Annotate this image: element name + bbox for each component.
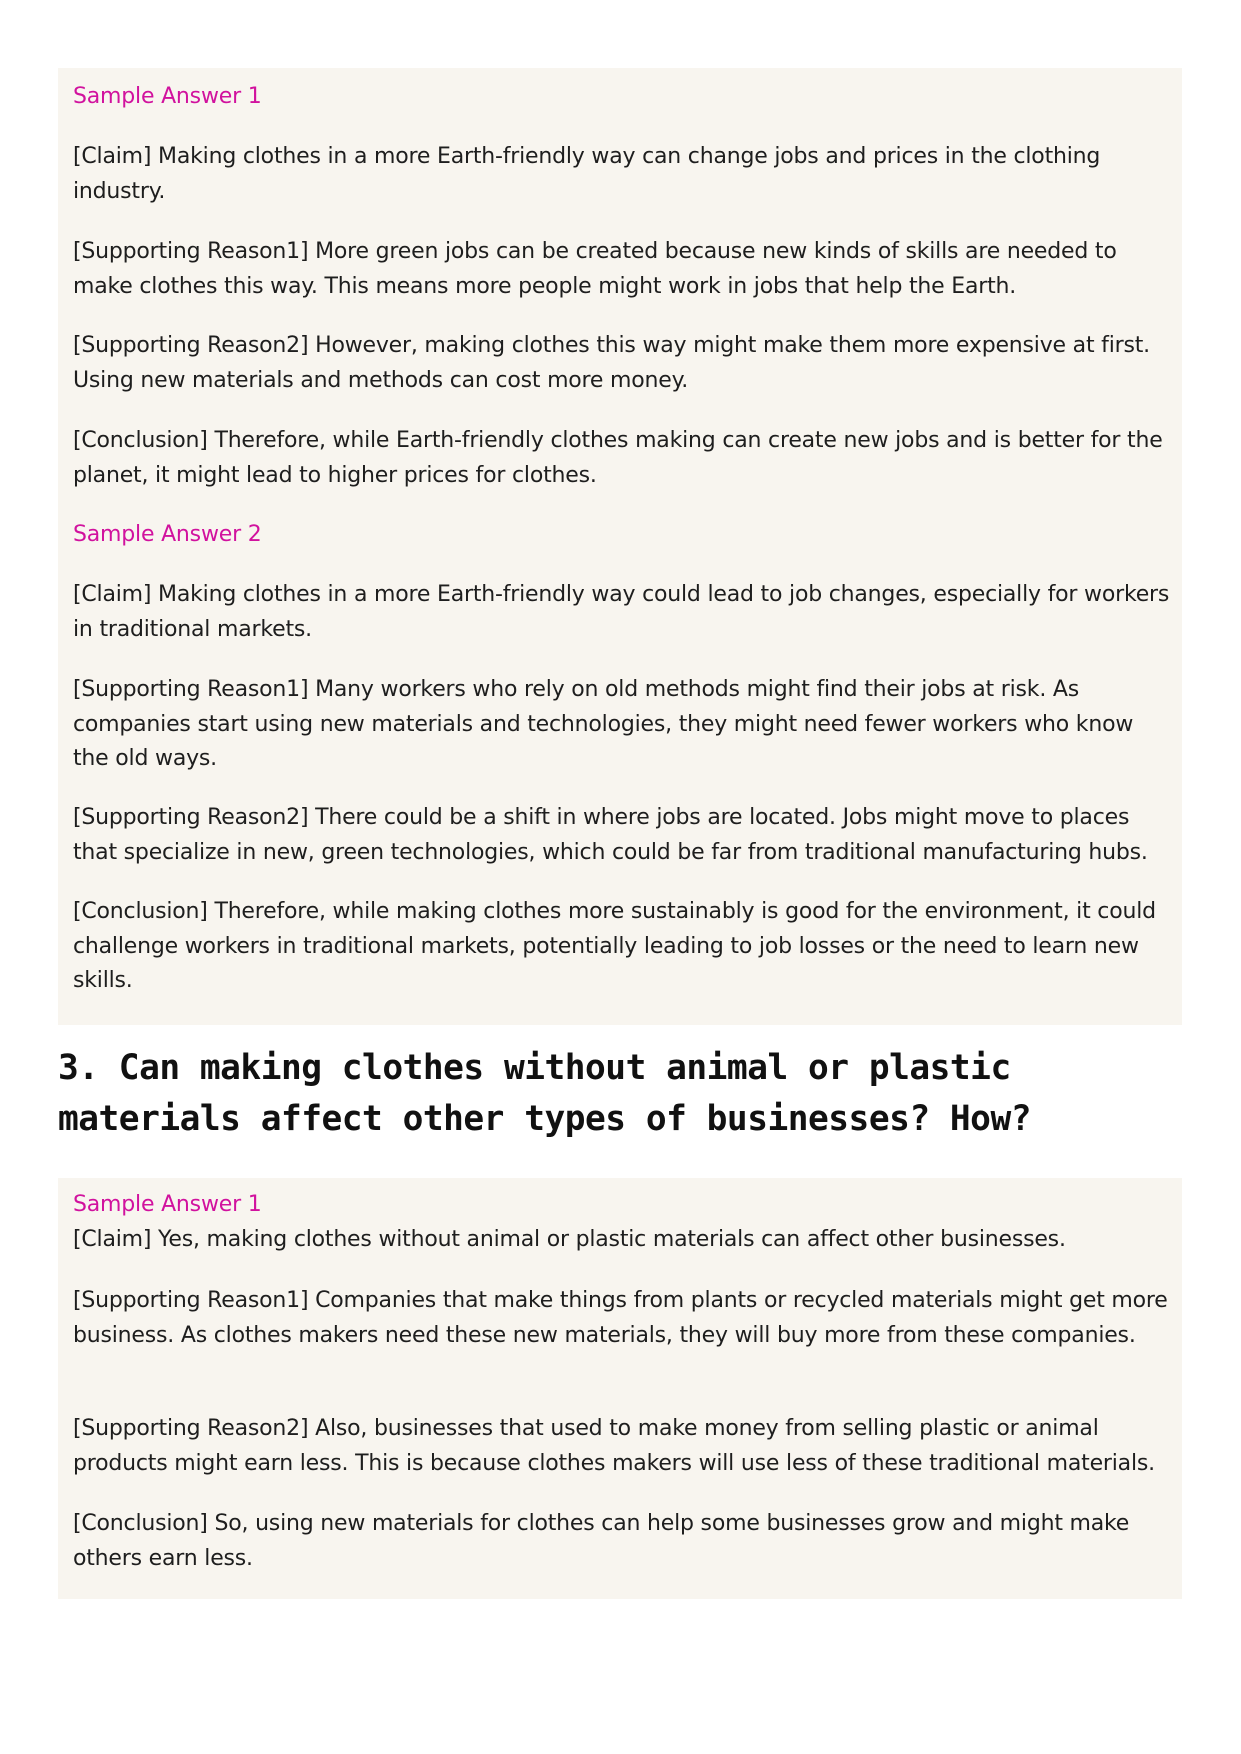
answer1-claim: [Claim] Making clothes in a more Earth-friendly way can change jobs and prices in the clothing industry. (73, 144, 1101, 204)
q3-answer1-claim: [Claim] Yes, making clothes without animal or plastic materials can affect other businesses. (73, 1227, 1066, 1252)
sample-answers-box-q2 (58, 68, 1182, 1025)
sample-answer-2-label: Sample Answer 2 (73, 522, 262, 547)
q3-answer1-supporting-reason-1: [Supporting Reason1] Companies that make things from plants or recycled materials might get more business. As clothes makers need these new materials, they will buy more from these companies. (73, 1288, 1168, 1348)
sample-answers-box-q3 (58, 1178, 1182, 1599)
answer1-conclusion: [Conclusion] Therefore, while Earth-friendly clothes making can create new jobs and is better for the planet, it might lead to higher prices for clothes. (73, 428, 1163, 488)
answer1-supporting-reason-2: [Supporting Reason2] However, making clothes this way might make them more expensive at first. Using new materials and methods can cost more money. (73, 333, 1150, 393)
question-3-heading: 3. Can making clothes without animal or plastic materials affect other types of businesses? How? (58, 1048, 1031, 1139)
q3-answer1-supporting-reason-2: [Supporting Reason2] Also, businesses that used to make money from selling plastic or animal products might earn less. This is because clothes makers will use less of these traditional materials. (73, 1416, 1155, 1476)
sample-answer-1-label: Sample Answer 1 (73, 84, 262, 109)
q3-answer1-conclusion: [Conclusion] So, using new materials for clothes can help some businesses grow and might make others earn less. (73, 1511, 1130, 1571)
answer2-supporting-reason-2: [Supporting Reason2] There could be a shift in where jobs are located. Jobs might move to places that specialize in new, green technologies, which could be far from traditional manufacturing hubs. (73, 805, 1148, 865)
sample-answer-1-label-q3: Sample Answer 1 (73, 1192, 262, 1217)
answer2-supporting-reason-1: [Supporting Reason1] Many workers who rely on old methods might find their jobs at risk. As companies start using new materials and technologies, they might need fewer workers who know the old ways. (73, 677, 1134, 771)
answer2-claim: [Claim] Making clothes in a more Earth-friendly way could lead to job changes, especially for workers in traditional markets. (73, 582, 1170, 642)
answer1-supporting-reason-1: [Supporting Reason1] More green jobs can be created because new kinds of skills are needed to make clothes this way. This means more people might work in jobs that help the Earth. (73, 239, 1117, 299)
answer2-conclusion: [Conclusion] Therefore, while making clothes more sustainably is good for the environment, it could challenge workers in traditional markets, potentially leading to job losses or the need to learn new skills. (73, 899, 1156, 993)
